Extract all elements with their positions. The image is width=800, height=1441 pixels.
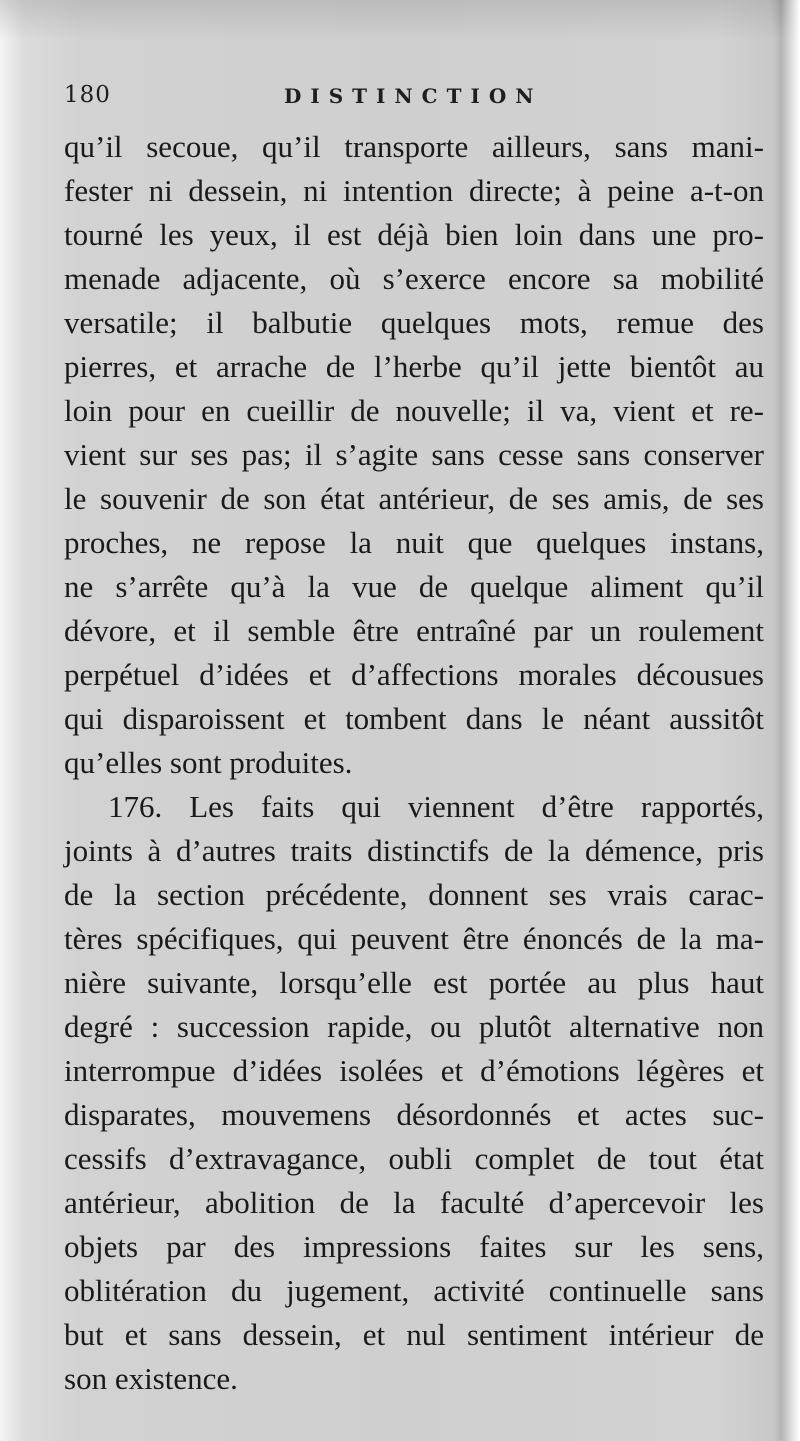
text-line: joints à d’autres traits distinctifs de la démence, pris xyxy=(64,833,764,868)
text-line: oblitération du jugement, activité continuelle sans xyxy=(64,1273,764,1308)
text-line: versatile; il balbutie quelques mots, remue des xyxy=(64,305,764,340)
text-line: proches, ne repose la nuit que quelques instans, xyxy=(64,525,764,560)
text-line: tourné les yeux, il est déjà bien loin dans une pro- xyxy=(64,217,764,252)
text-line: vient sur ses pas; il s’agite sans cesse sans conserver xyxy=(64,437,764,472)
text-line: menade adjacente, où s’exerce encore sa mobilité xyxy=(64,261,764,296)
text-line: 176. Les faits qui viennent d’être rapportés, xyxy=(108,789,764,824)
paragraph-continued xyxy=(64,125,764,785)
page-top-shadow xyxy=(0,0,800,40)
text-line: cessifs d’extravagance, oubli complet de tout état xyxy=(64,1141,764,1176)
text-line: disparates, mouvemens désordonnés et actes suc- xyxy=(64,1097,764,1132)
page-number: 180 xyxy=(64,82,111,108)
text-line: dévore, et il semble être entraîné par un roulement xyxy=(64,613,764,648)
body-text xyxy=(64,125,764,1401)
text-line: tères spécifiques, qui peuvent être énoncés de la ma- xyxy=(64,921,764,956)
paragraph-176 xyxy=(64,785,764,1401)
text-line: perpétuel d’idées et d’affections morales décousues xyxy=(64,657,764,692)
text-line: qu’elles sont produites. xyxy=(64,745,353,780)
text-line: but et sans dessein, et nul sentiment intérieur de xyxy=(64,1317,764,1352)
text-line: son existence. xyxy=(64,1361,238,1396)
text-line: ne s’arrête qu’à la vue de quelque aliment qu’il xyxy=(64,569,764,604)
text-line: pierres, et arrache de l’herbe qu’il jette bientôt au xyxy=(64,349,764,384)
text-line: de la section précédente, donnent ses vrais carac- xyxy=(64,877,764,912)
text-line: qu’il secoue, qu’il transporte ailleurs, sans mani- xyxy=(64,129,764,164)
text-line: nière suivante, lorsqu’elle est portée au plus haut xyxy=(64,965,764,1000)
page-right-edge-shadow xyxy=(768,0,800,1441)
running-title: DISTINCTION xyxy=(284,84,543,108)
text-line: antérieur, abolition de la faculté d’apercevoir les xyxy=(64,1185,764,1220)
text-line: qui disparoissent et tombent dans le néant aussitôt xyxy=(64,701,764,736)
text-line: objets par des impressions faites sur les sens, xyxy=(64,1229,764,1264)
text-line: le souvenir de son état antérieur, de ses amis, de ses xyxy=(64,481,764,516)
text-line: degré : succession rapide, ou plutôt alternative non xyxy=(64,1009,764,1044)
text-line: fester ni dessein, ni intention directe; à peine a-t-on xyxy=(64,173,764,208)
running-head xyxy=(64,82,754,116)
text-line: interrompue d’idées isolées et d’émotions légères et xyxy=(64,1053,764,1088)
text-line: loin pour en cueillir de nouvelle; il va, vient et re- xyxy=(64,393,764,428)
